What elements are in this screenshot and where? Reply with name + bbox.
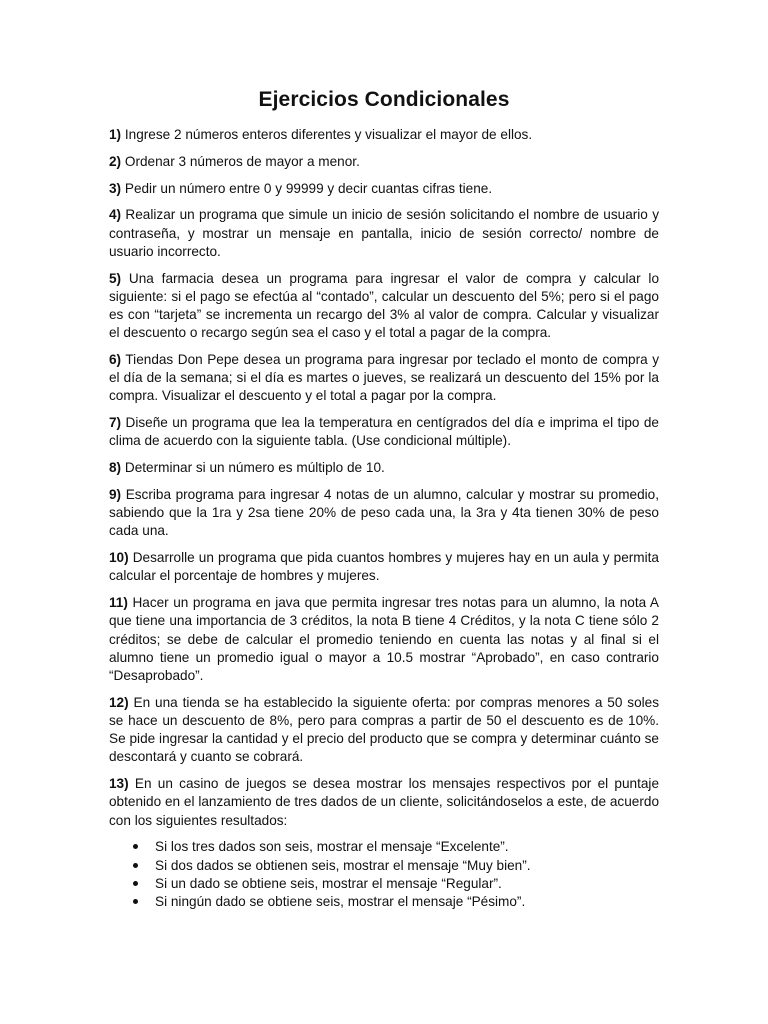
exercise-text: Ingrese 2 números enteros diferentes y visualizar el mayor de ellos. (124, 127, 533, 142)
exercise-number: 7) (109, 415, 122, 431)
exercise-text: Ordenar 3 números de mayor a menor. (124, 153, 360, 169)
document-title: Ejercicios Condicionales (258, 88, 510, 111)
exercise-text: En un casino de juegos se desea mostrar los mensajes respectivos por el puntaje obtenido en el lanzamiento de tres dados de un cliente, solicitándoselos a este, de acuerdo con los siguientes resultados: (109, 776, 660, 828)
exercise-text: Escriba programa para ingresar 4 notas de un alumno, calcular y mostrar su promedio, sabiendo que la 1ra y 2sa tiene 20% de peso cada una, la 3ra y 4ta tienen 30% de peso cada una. (109, 487, 660, 539)
document-content (109, 88, 659, 911)
exercise-10 (109, 549, 659, 585)
exercise-number: 3) (109, 180, 122, 196)
bullet-dot-icon (133, 863, 138, 868)
exercise-text: Hacer un programa en java que permita ingresar tres notas para un alumno, la nota A que tiene una importancia de 3 créditos, la nota B tiene 4 Créditos, y la nota C tiene sólo 2 créditos; se debe de calcular el promedio teniendo en cuenta las notas y al final si el alumno tiene un promedio igual o mayor a 10.5 mostrar “Aprobado”, en caso contrario “Desaprobado”. (109, 595, 659, 684)
bullet-dot-icon (133, 881, 138, 886)
bullet-dot-icon (133, 844, 138, 849)
list-item-text: Si un dado se obtiene seis, mostrar el mensaje “Regular”. (155, 875, 502, 891)
exercise-8 (109, 459, 659, 477)
exercise-7 (109, 414, 659, 450)
exercise-text: Tiendas Don Pepe desea un programa para ingresar por teclado el monto de compra y el día de la semana; si el día es martes o jueves, se realizará un descuento del 15% por la compra. Visualizar el descuento y el total a pagar por la compra. (109, 352, 659, 404)
exercise-number: 11) (109, 595, 128, 611)
list-item-text: Si los tres dados son seis, mostrar el mensaje “Excelente”. (155, 839, 509, 855)
exercise-text: Pedir un número entre 0 y 99999 y decir cuantas cifras tiene. (124, 180, 493, 196)
exercise-4 (109, 206, 659, 261)
exercise-12 (109, 694, 659, 767)
exercise-number: 4) (109, 207, 122, 223)
list-item-text: Si ningún dado se obtiene seis, mostrar el mensaje “Pésimo”. (155, 894, 526, 910)
list-item-text: Si dos dados se obtienen seis, mostrar el mensaje “Muy bien”. (155, 857, 531, 873)
exercise-2 (109, 153, 659, 171)
exercise-number: 2) (109, 153, 122, 169)
exercise-3 (109, 180, 659, 198)
exercise-text: Realizar un programa que simule un inicio de sesión solicitando el nombre de usuario y contraseña, y mostrar un mensaje en pantalla, inicio de sesión correcto/ nombre de usuario incorrecto. (109, 207, 659, 259)
exercise-1 (109, 126, 659, 144)
bullet-dot-icon (133, 899, 138, 904)
exercise-number: 1) (109, 127, 122, 142)
list-item (133, 875, 659, 893)
exercise-text: Determinar si un número es múltiplo de 10. (124, 460, 385, 476)
list-item (133, 893, 659, 911)
exercise-9 (109, 486, 659, 541)
list-item (133, 857, 659, 875)
exercise-number: 10) (109, 550, 129, 566)
exercise-11 (109, 594, 659, 685)
exercise-text: Desarrolle un programa que pida cuantos hombres y mujeres hay en un aula y permita calcular el porcentaje de hombres y mujeres. (109, 550, 659, 584)
exercise-6 (109, 351, 659, 406)
exercise-text: Diseñe un programa que lea la temperatura en centígrados del día e imprima el tipo de clima de acuerdo con la siguiente tabla. (Use condicional múltiple). (109, 415, 659, 449)
list-item (133, 838, 659, 856)
exercise-number: 9) (109, 487, 122, 502)
exercise-number: 13) (109, 776, 129, 792)
result-bullet-list (109, 838, 659, 911)
exercise-5 (109, 270, 659, 343)
exercise-text: Una farmacia desea un programa para ingresar el valor de compra y calcular lo siguiente: si el pago se efectúa al “contado”, calcular un descuento del 5%; pero si el pago es con “tarjeta” se incrementa un recargo del 3% al valor de compra. Calcular y visualizar el descuento o recargo según sea el caso y el total a pagar de la compra. (109, 270, 660, 341)
exercise-number: 12) (109, 694, 129, 710)
exercise-number: 6) (109, 352, 122, 367)
exercise-13 (109, 775, 659, 830)
exercise-text: En una tienda se ha establecido la siguiente oferta: por compras menores a 50 soles se hace un descuento de 8%, pero para compras a partir de 50 el descuento es de 10%. Se pide ingresar la cantidad y el precio del producto que se compra y determinar cuánto se descontará y cuanto se cobrará. (109, 694, 660, 765)
exercise-number: 5) (109, 270, 122, 286)
exercise-number: 8) (109, 460, 122, 476)
